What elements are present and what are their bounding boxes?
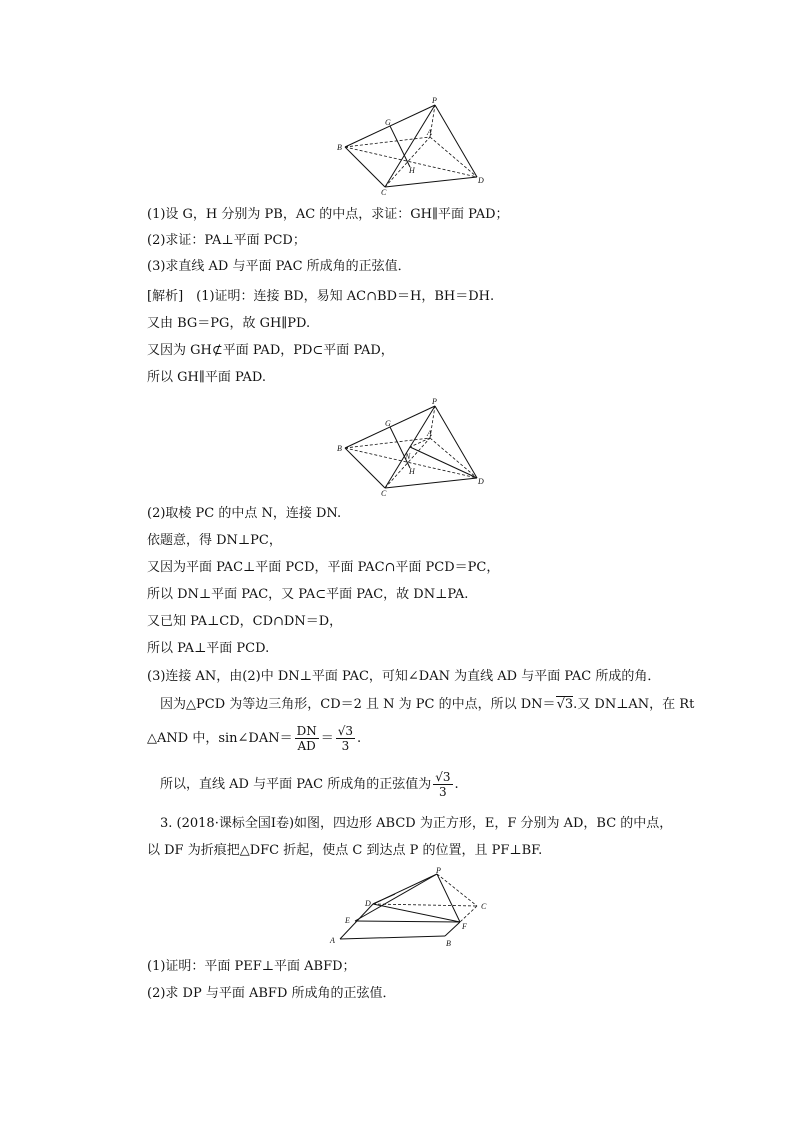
solution-line-9: 又已知 PA⊥CD，CD∩DN＝D，	[147, 614, 343, 629]
solution-line-5: (2)取棱 PC 的中点 N，连接 DN.	[147, 506, 342, 521]
label-d: D	[365, 899, 371, 908]
solution-line-6: 依题意，得 DN⊥PC，	[147, 533, 282, 548]
fraction-dn-ad: $\frac{DN}{AD}$	[296, 724, 317, 753]
solution-line-2: 又由 BG＝PG，故 GH∥PD.	[147, 316, 311, 331]
solution-line-4: 所以 GH∥平面 PAD.	[147, 370, 267, 385]
label-a: A	[427, 128, 432, 137]
solution-line-10: 所以 PA⊥平面 PCD.	[147, 641, 270, 656]
label-b: B	[337, 143, 342, 152]
solution-line-7: 又因为平面 PAC⊥平面 PCD，平面 PAC∩平面 PCD＝PC，	[147, 560, 500, 575]
label-g: G	[385, 118, 391, 127]
label-e: E	[345, 916, 350, 925]
label-a: A	[330, 936, 335, 945]
label-c: C	[381, 489, 387, 496]
problem-3-question-2: (2)求 DP 与平面 ABFD 所成角的正弦值．	[147, 986, 396, 1001]
problem-3-line-1: 3. (2018·课标全国Ⅰ卷)如图，四边形 ABCD 为正方形，E，F 分别为 AD，BC 的中点，	[160, 816, 673, 831]
solution-line-3: 又因为 GH⊄平面 PAD，PD⊂平面 PAD，	[147, 343, 394, 358]
solution-line-12: 因为△PCD 为等边三角形，CD＝2 且 N 为 PC 的中点，所以 DN＝√3.又 DN⊥AN，在 Rt	[160, 697, 695, 712]
question-2: (2)求证：PA⊥平面 PCD；	[147, 233, 306, 248]
fraction-sqrt3-3: $\frac{√3}{3}$	[337, 724, 354, 753]
solution-line-1: [解析] (1)证明：连接 BD，易知 AC∩BD＝H，BH＝DH.	[147, 289, 495, 304]
solution-line-13: △AND 中，sin∠DAN＝ $\frac{DN}{AD}$ ＝ $\frac{√3}{3}$ .	[147, 724, 362, 753]
problem-3-line-2: 以 DF 为折痕把△DFC 折起，使点 C 到达点 P 的位置，且 PF⊥BF.	[147, 843, 543, 858]
label-c: C	[381, 188, 387, 195]
label-h: H	[409, 467, 415, 476]
folded-square-figure	[325, 866, 500, 951]
solution-line-14: 所以，直线 AD 与平面 PAC 所成角的正弦值为 $\frac{√3}{3}$ .	[160, 770, 459, 799]
label-b: B	[337, 444, 342, 453]
question-3: (3)求直线 AD 与平面 PAC 所成角的正弦值．	[147, 259, 411, 274]
solution-line-11: (3)连接 AN，由(2)中 DN⊥平面 PAC，可知∠DAN 为直线 AD 与平面 PAC 所成的角．	[147, 669, 661, 684]
problem-3-question-1: (1)证明：平面 PEF⊥平面 ABFD；	[147, 959, 356, 974]
label-p: P	[432, 397, 437, 406]
label-f: F	[462, 922, 467, 931]
fraction-answer: $\frac{√3}{3}$	[435, 770, 451, 799]
label-p: P	[436, 866, 441, 875]
label-d: D	[478, 477, 484, 486]
pyramid-figure-2	[335, 396, 495, 496]
label-g: G	[385, 419, 391, 428]
label-h: H	[409, 166, 415, 175]
label-b: B	[446, 939, 451, 948]
label-p: P	[432, 96, 437, 105]
question-1: (1)设 G，H 分别为 PB，AC 的中点，求证：GH∥平面 PAD；	[147, 207, 509, 222]
label-d: D	[478, 176, 484, 185]
label-n: N	[405, 452, 411, 461]
pyramid-figure-1	[335, 95, 495, 195]
label-c: C	[481, 902, 487, 911]
label-a: A	[427, 429, 432, 438]
solution-line-8: 所以 DN⊥平面 PAC，又 PA⊂平面 PAC，故 DN⊥PA.	[147, 587, 469, 602]
